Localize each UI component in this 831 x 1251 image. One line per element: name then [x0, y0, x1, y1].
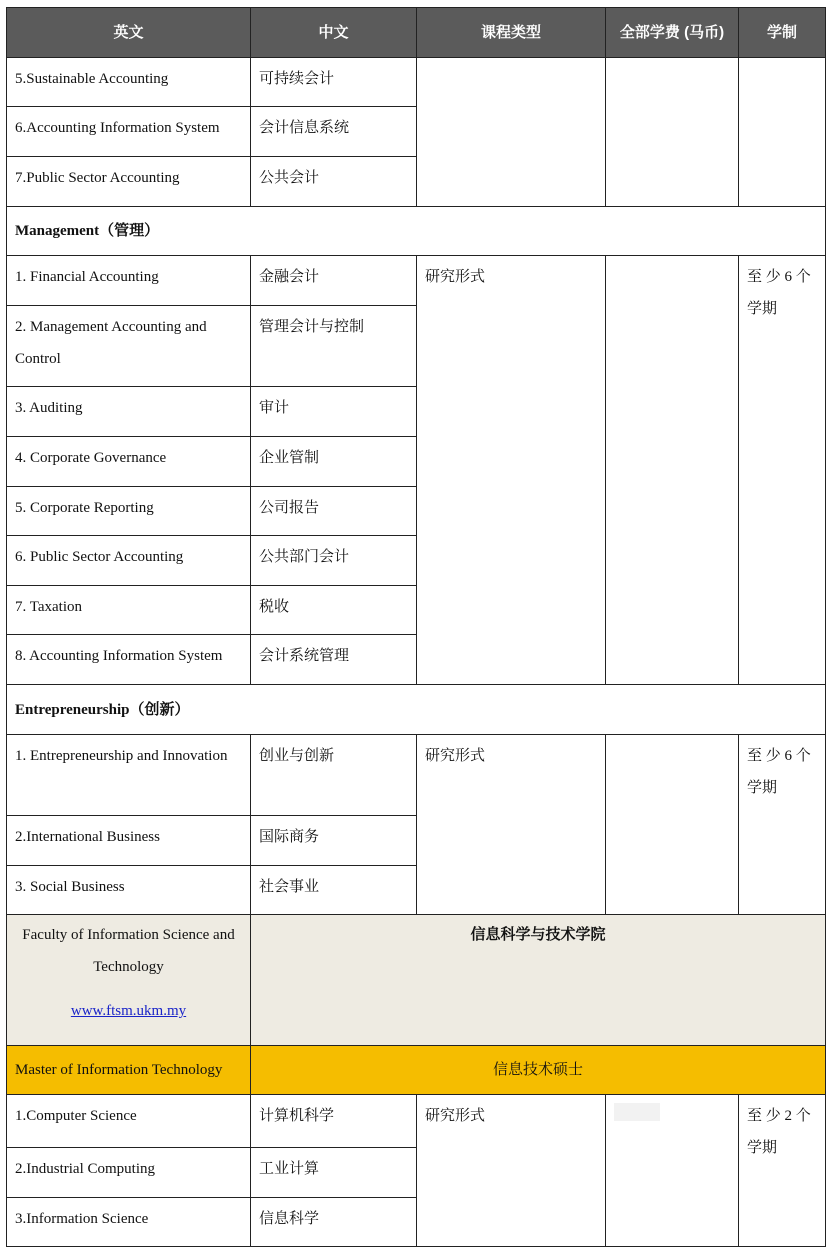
course-type-cell: 研究形式	[417, 735, 606, 915]
course-en: 6. Public Sector Accounting	[7, 536, 251, 586]
course-en: 7.Public Sector Accounting	[7, 157, 251, 207]
course-en: 7. Taxation	[7, 586, 251, 635]
course-en: 1. Entrepreneurship and Innovation	[7, 735, 251, 816]
course-en: 1.Computer Science	[7, 1095, 251, 1148]
section-title	[7, 685, 826, 735]
course-cn: 创业与创新	[251, 735, 417, 816]
duration-cell: 至 少 6 个 学期	[739, 735, 826, 915]
course-en: 2.Industrial Computing	[7, 1148, 251, 1198]
course-cn: 信息科学	[251, 1198, 417, 1247]
header-chinese: 中文	[251, 8, 417, 58]
programme-table	[6, 7, 826, 1247]
program-name-cn: 信息技术硕士	[251, 1046, 826, 1095]
course-cn: 会计信息系统	[251, 107, 417, 157]
fee-cell	[606, 58, 739, 207]
table-row	[7, 735, 826, 816]
faculty-name: Faculty of Information Science and Technology	[22, 927, 235, 975]
course-cn: 企业管制	[251, 437, 417, 487]
course-cn: 公司报告	[251, 487, 417, 536]
section-title-en: Management	[15, 223, 100, 239]
table-row	[7, 256, 826, 306]
course-en: 6.Accounting Information System	[7, 107, 251, 157]
duration-cell: 至 少 6 个 学期	[739, 256, 826, 685]
course-cn: 公共部门会计	[251, 536, 417, 586]
course-cn: 工业计算	[251, 1148, 417, 1198]
header-course-type: 课程类型	[417, 8, 606, 58]
duration-cell: 至 少 2 个 学期	[739, 1095, 826, 1247]
course-en: 3. Auditing	[7, 387, 251, 437]
fee-cell	[606, 256, 739, 685]
course-type-cell	[417, 58, 606, 207]
header-total-fee: 全部学费 (马币)	[606, 8, 739, 58]
course-type-cell: 研究形式	[417, 1095, 606, 1247]
course-cn: 公共会计	[251, 157, 417, 207]
fee-cell	[606, 735, 739, 915]
course-cn: 税收	[251, 586, 417, 635]
course-en: 3.Information Science	[7, 1198, 251, 1247]
section-row-management	[7, 207, 826, 256]
course-en: 8. Accounting Information System	[7, 635, 251, 685]
course-cn: 社会事业	[251, 866, 417, 915]
program-row	[7, 1046, 826, 1095]
header-duration: 学制	[739, 8, 826, 58]
duration-cell	[739, 58, 826, 207]
course-en: 2.International Business	[7, 816, 251, 866]
faculty-link[interactable]: www.ftsm.ukm.my	[70, 1003, 187, 1019]
faculty-name-cell	[7, 915, 251, 1046]
course-en: 1. Financial Accounting	[7, 256, 251, 306]
fee-cell	[606, 1095, 739, 1247]
course-cn: 会计系统管理	[251, 635, 417, 685]
faculty-row	[7, 915, 826, 1046]
table-row	[7, 1095, 826, 1148]
course-cn: 可持续会计	[251, 58, 417, 107]
course-en: 5.Sustainable Accounting	[7, 58, 251, 107]
faculty-name-cn: 信息科学与技术学院	[251, 915, 826, 1046]
course-cn: 审计	[251, 387, 417, 437]
course-cn: 管理会计与控制	[251, 306, 417, 387]
header-english: 英文	[7, 8, 251, 58]
course-cn: 金融会计	[251, 256, 417, 306]
redacted-fee-box	[614, 1103, 660, 1121]
course-cn: 国际商务	[251, 816, 417, 866]
section-title-en: Entrepreneurship	[15, 701, 130, 718]
section-row-entrepreneurship	[7, 685, 826, 735]
section-title-cn: （创新）	[129, 701, 190, 718]
course-en: 5. Corporate Reporting	[7, 487, 251, 536]
section-title-cn: （管理）	[99, 223, 160, 239]
course-cn: 计算机科学	[251, 1095, 417, 1148]
course-en: 2. Management Accounting and Control	[7, 306, 251, 387]
course-en: 3. Social Business	[7, 866, 251, 915]
section-title	[7, 207, 826, 256]
course-en: 4. Corporate Governance	[7, 437, 251, 487]
program-name: Master of Information Technology	[7, 1046, 251, 1095]
header-row	[7, 8, 826, 58]
course-type-cell: 研究形式	[417, 256, 606, 685]
table-row	[7, 58, 826, 107]
